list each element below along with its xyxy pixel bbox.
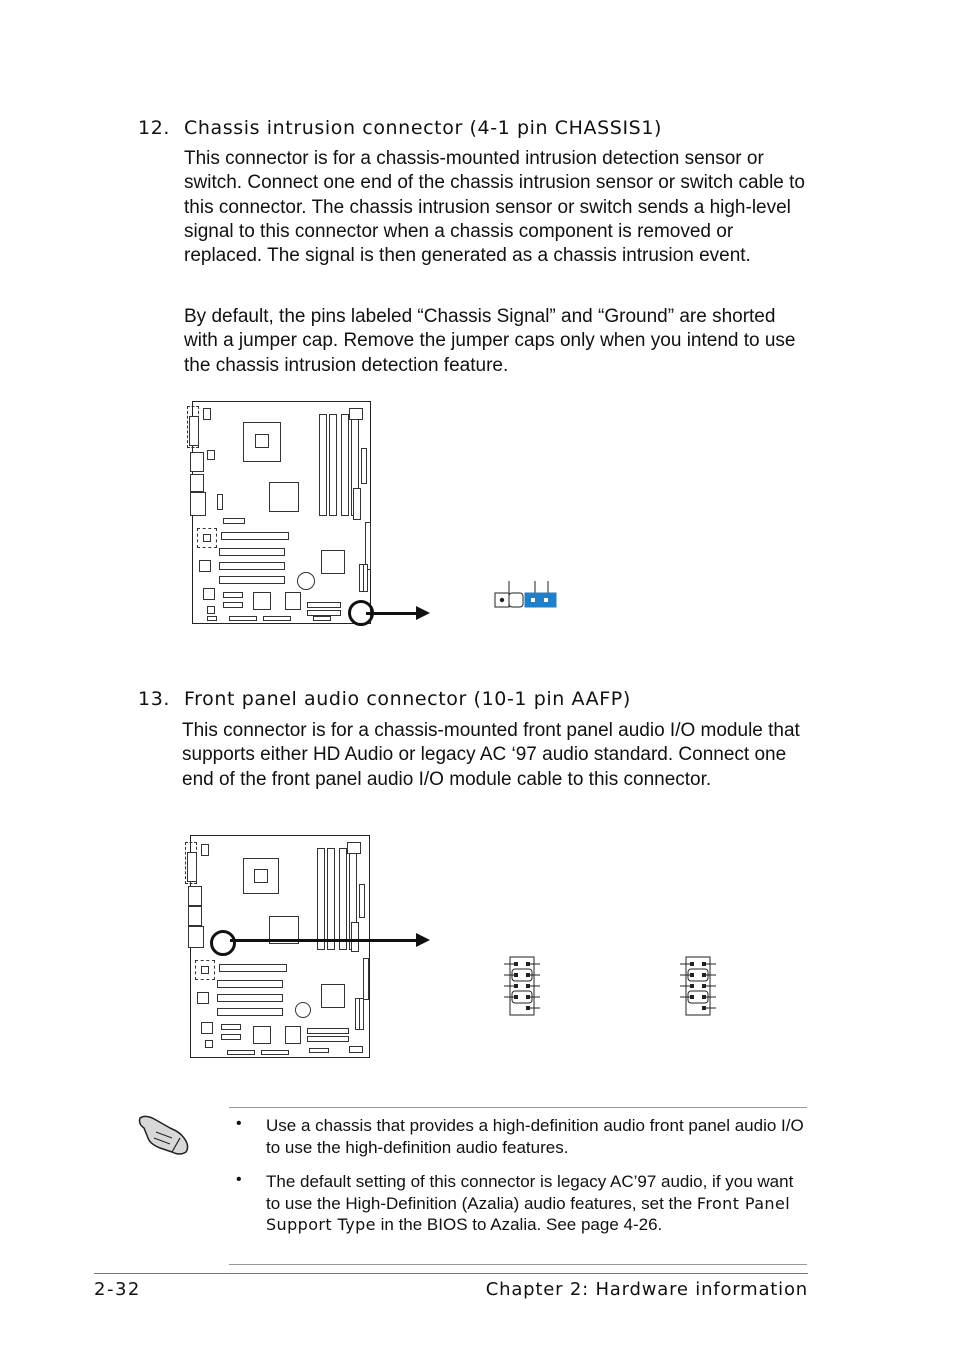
motherboard-diagram-chassis (192, 401, 371, 624)
section-title: Chassis intrusion connector (4-1 pin CHASSIS1) (184, 117, 663, 139)
section-number: 12. (138, 117, 171, 139)
aafp-pin-header-hd-audio (504, 955, 540, 1017)
bullet-marker: • (236, 1171, 242, 1188)
arrow-head (416, 606, 430, 620)
section-title: Front panel audio connector (10-1 pin AAFP) (184, 688, 631, 710)
footer-rule (94, 1273, 808, 1274)
section-12-heading (138, 117, 662, 139)
callout-arrow (230, 939, 416, 942)
page-number: 2-32 (94, 1279, 141, 1300)
note-top-rule (229, 1107, 807, 1108)
note-bullet-1: Use a chassis that provides a high-definition audio front panel audio I/O to use the high-definition audio features. (266, 1116, 804, 1157)
motherboard-diagram-audio (190, 835, 370, 1058)
bios-setting-name: Front Panel Support Type (266, 1193, 791, 1234)
bullet-2-text-post: in the BIOS to Azalia. See page 4-26. (380, 1215, 663, 1234)
section-13-paragraph-1: This connector is for a chassis-mounted front panel audio I/O module that supports either HD Audio or legacy AC ‘97 audio standard. Connect one end of the front panel audio I/O module cable to this connector. (182, 720, 800, 790)
section-12-paragraph-2: By default, the pins labeled “Chassis Signal” and “Ground” are shorted with a jumper cap. Remove the jumper caps only when you intend to use the chassis intrusion detection feature. (184, 306, 796, 376)
callout-arrow (366, 612, 416, 615)
section-13-heading (138, 688, 631, 710)
note-bullet-2 (266, 1171, 806, 1236)
arrow-head (416, 933, 430, 947)
bullet-2-text-pre: The default setting of this connector is legacy AC’97 audio, if you want to use the High-Definition (Azalia) audio features, set the (266, 1172, 794, 1213)
chapter-title: Chapter 2: Hardware information (485, 1279, 808, 1300)
note-bottom-rule (229, 1264, 807, 1265)
highlight-circle (210, 930, 236, 956)
bullet-marker: • (236, 1115, 242, 1132)
aafp-pin-header-ac97 (680, 955, 716, 1017)
chassis-pin-header (494, 581, 558, 609)
section-number: 13. (138, 688, 171, 710)
section-12-paragraph-1: This connector is for a chassis-mounted intrusion detection sensor or switch. Connect one end of the chassis intrusion sensor or switch cable to this connector. The chassis intrusion sensor or switch sends a high-level signal to this connector when a chassis component is removed or replaced. The signal is then generated as a chassis intrusion event. (184, 148, 805, 267)
hand-pointing-icon (136, 1108, 196, 1156)
